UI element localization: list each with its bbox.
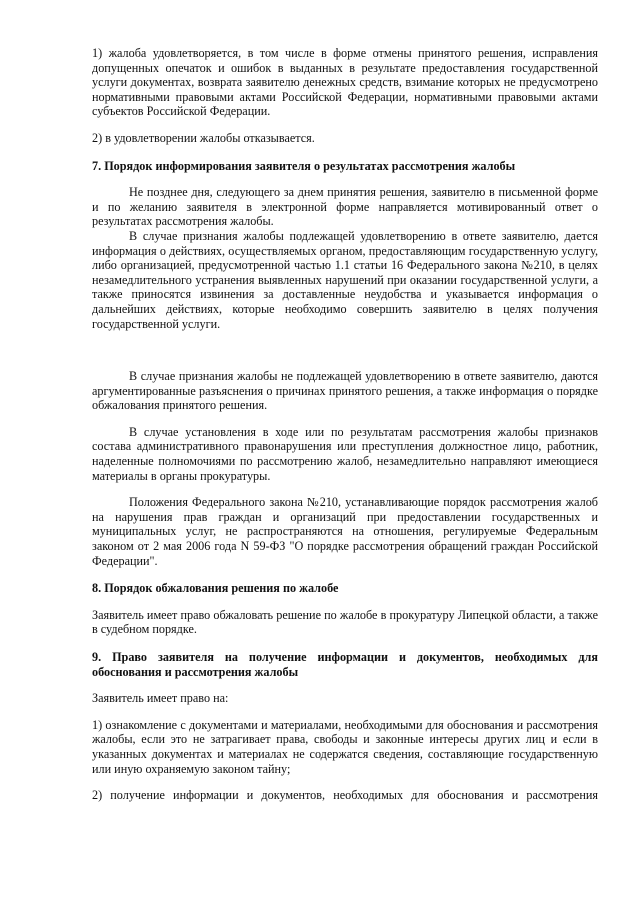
satisfied-decision-item: 1) жалоба удовлетворяется, в том числе в форме отмены принятого решения, исправления допущенных опечаток и ошибок в выданных в результате предоставления государственной услуги документах, возврата заявителю денежных средств, взимание которых не предусмотрено нормативными правовыми актами Российской Федерации, нормативными правовыми актами субъектов Российской Федерации. (92, 46, 598, 119)
section-9-intro: Заявитель имеет право на: (92, 691, 229, 706)
section-8-paragraph-1: Заявитель имеет право обжаловать решение по жалобе в прокуратуру Липецкой области, а также в судебном порядке. (92, 607, 598, 637)
section-8-heading: 8. Порядок обжалования решения по жалобе (92, 581, 339, 596)
section-7-paragraph-5: Положения Федерального закона №210, устанавливающие порядок рассмотрения жалоб на нарушения прав граждан и организаций при предоставлении государственных и муниципальных услуг, не распространяются на отношения, регулируемые Федеральным законом от 2 мая 2006 года N 59-ФЗ "О порядке рассмотрения обращений граждан Российской Федерации". (92, 495, 598, 568)
section-9-item-1: 1) ознакомление с документами и материалами, необходимыми для обоснования и рассмотрения жалобы, если это не затрагивает права, свободы и законные интересы других лиц и если в указанных документах и материалах не содержатся сведения, составляющие государственную или иную охраняемую законом тайну; (92, 717, 598, 776)
section-7-paragraph-3: В случае признания жалобы не подлежащей удовлетворению в ответе заявителю, даются аргументированные разъяснения о причинах принятого решения, а также информация о порядке обжалования принятого решения. (92, 369, 598, 413)
section-7-paragraph-1: Не позднее дня, следующего за днем принятия решения, заявителю в письменной форме и по желанию заявителя в электронной форме направляется мотивированный ответ о результатах рассмотрения жалобы. (92, 185, 598, 229)
section-9-item-2: 2) получение информации и документов, необходимых для обоснования и рассмотрения (92, 788, 598, 803)
section-9-heading: 9. Право заявителя на получение информации и документов, необходимых для обоснования и рассмотрения жалобы (92, 650, 598, 679)
document-page (92, 46, 598, 803)
section-7-paragraph-4: В случае установления в ходе или по результатам рассмотрения жалобы признаков состава административного правонарушения или преступления должностное лицо, работник, наделенные полномочиями по рассмотрению жалоб, незамедлительно направляют имеющиеся материалы в органы прокуратуры. (92, 424, 598, 483)
refused-decision-item: 2) в удовлетворении жалобы отказывается. (92, 130, 315, 145)
section-7-heading: 7. Порядок информирования заявителя о результатах рассмотрения жалобы (92, 158, 516, 173)
section-7-paragraph-2: В случае признания жалобы подлежащей удовлетворению в ответе заявителю, дается информация о действиях, осуществляемых органом, предоставляющим государственную услугу, либо организацией, предусмотренной частью 1.1 статьи 16 Федерального закона №210, в целях незамедлительного устранения выявленных нарушений при оказании государственной услуги, а также приносятся извинения за доставленные неудобства и указывается информация о дальнейших действиях, которые необходимо совершить заявителю в целях получения государственной услуги. (92, 228, 598, 331)
